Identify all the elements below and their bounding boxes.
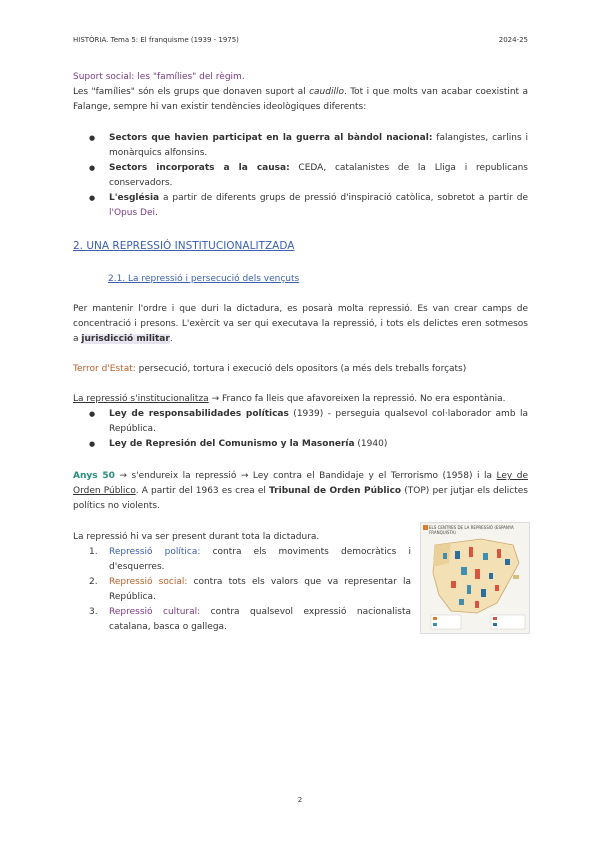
suport-paragraph: Les "famílies" són els grups que donaven suport al caudillo. Tot i que molts van acabar coexistint a Falange, sempre hi van existir tendències ideològiques diferents: [73,87,529,112]
map-caption: ELS CENTRES DE LA REPRESSIÓ (ESPANYA FRANQUISTA) [429,525,514,535]
present-intro: La repressió hi va ser present durant tota la dictadura. [73,532,320,542]
highlight: jurisdicció militar [81,334,170,344]
suport-title: Suport social: les "famílies" del règim. [73,72,245,82]
opus-dei-link[interactable]: l'Opus Dei [109,208,155,218]
header-year: 2024-25 [498,36,528,44]
list-item: ● Ley de responsabilidades políticas (1939) - perseguia qualsevol col·laborador amb la República. [89,407,528,437]
list-item: 1. Repressió política: contra els moviments democràtics i d'esquerres. [89,547,411,572]
section-title: 2. UNA REPRESSIÓ INSTITUCIONALITZADA [73,240,295,252]
repression-paragraph: Per mantenir l'ordre i que duri la dictadura, es posarà molta repressió. Es van crear camps de concentració i presons. L'exèrcit va ser qui executava la repressió, i tots els delictes eren sotmesos a jurisdicció militar. [73,304,528,344]
anys50-paragraph: Anys 50 → s'endureix la repressió → Ley contra el Bandidaje y el Terrorismo (1958) i la Ley de Orden Público. A partir del 1963 es crea el Tribunal de Orden Público (TOP) per jutjar els delictes polítics no violents. [73,471,528,511]
suport-list [89,131,528,221]
laws-list [89,407,528,452]
repression-map [420,522,530,634]
institutionalization-line: La repressió s'institucionalitza → Franco fa lleis que afavoreixen la repressió. No era espontània. [73,394,506,404]
list-item: 3. Repressió cultural: contra qualsevol expressió nacionalista catalana, basca o gallega. [89,607,411,632]
spain-map-graphic [421,523,529,633]
list-item: ● Sectors incorporats a la causa: CEDA, catalanistes de la Lliga i republicans conservadors. [89,161,528,191]
section-subtitle: 2.1. La repressió i persecució dels vençuts [108,274,300,284]
list-item: ● Sectors que havien participat en la guerra al bàndol nacional: falangistes, carlins i monàrquics alfonsins. [89,131,528,161]
repression-types-list [89,545,411,635]
list-item: 2. Repressió social: contra tots els valors que va representar la República. [89,577,411,602]
header-title: HISTÒRIA. Tema 5: El franquisme (1939 - 1975) [73,36,239,44]
terror-line: Terror d'Estat: persecució, tortura i execució dels opositors (a més dels treballs forçats) [73,364,467,374]
page-number: 2 [297,796,303,804]
orden-publico-link[interactable]: Ley de Orden Público [73,471,528,496]
list-item: ● L'església a partir de diferents grups de pressió d'inspiració catòlica, sobretot a partir de l'Opus Dei. [89,191,528,221]
list-item: ● Ley de Represión del Comunismo y la Masonería (1940) [89,437,528,452]
